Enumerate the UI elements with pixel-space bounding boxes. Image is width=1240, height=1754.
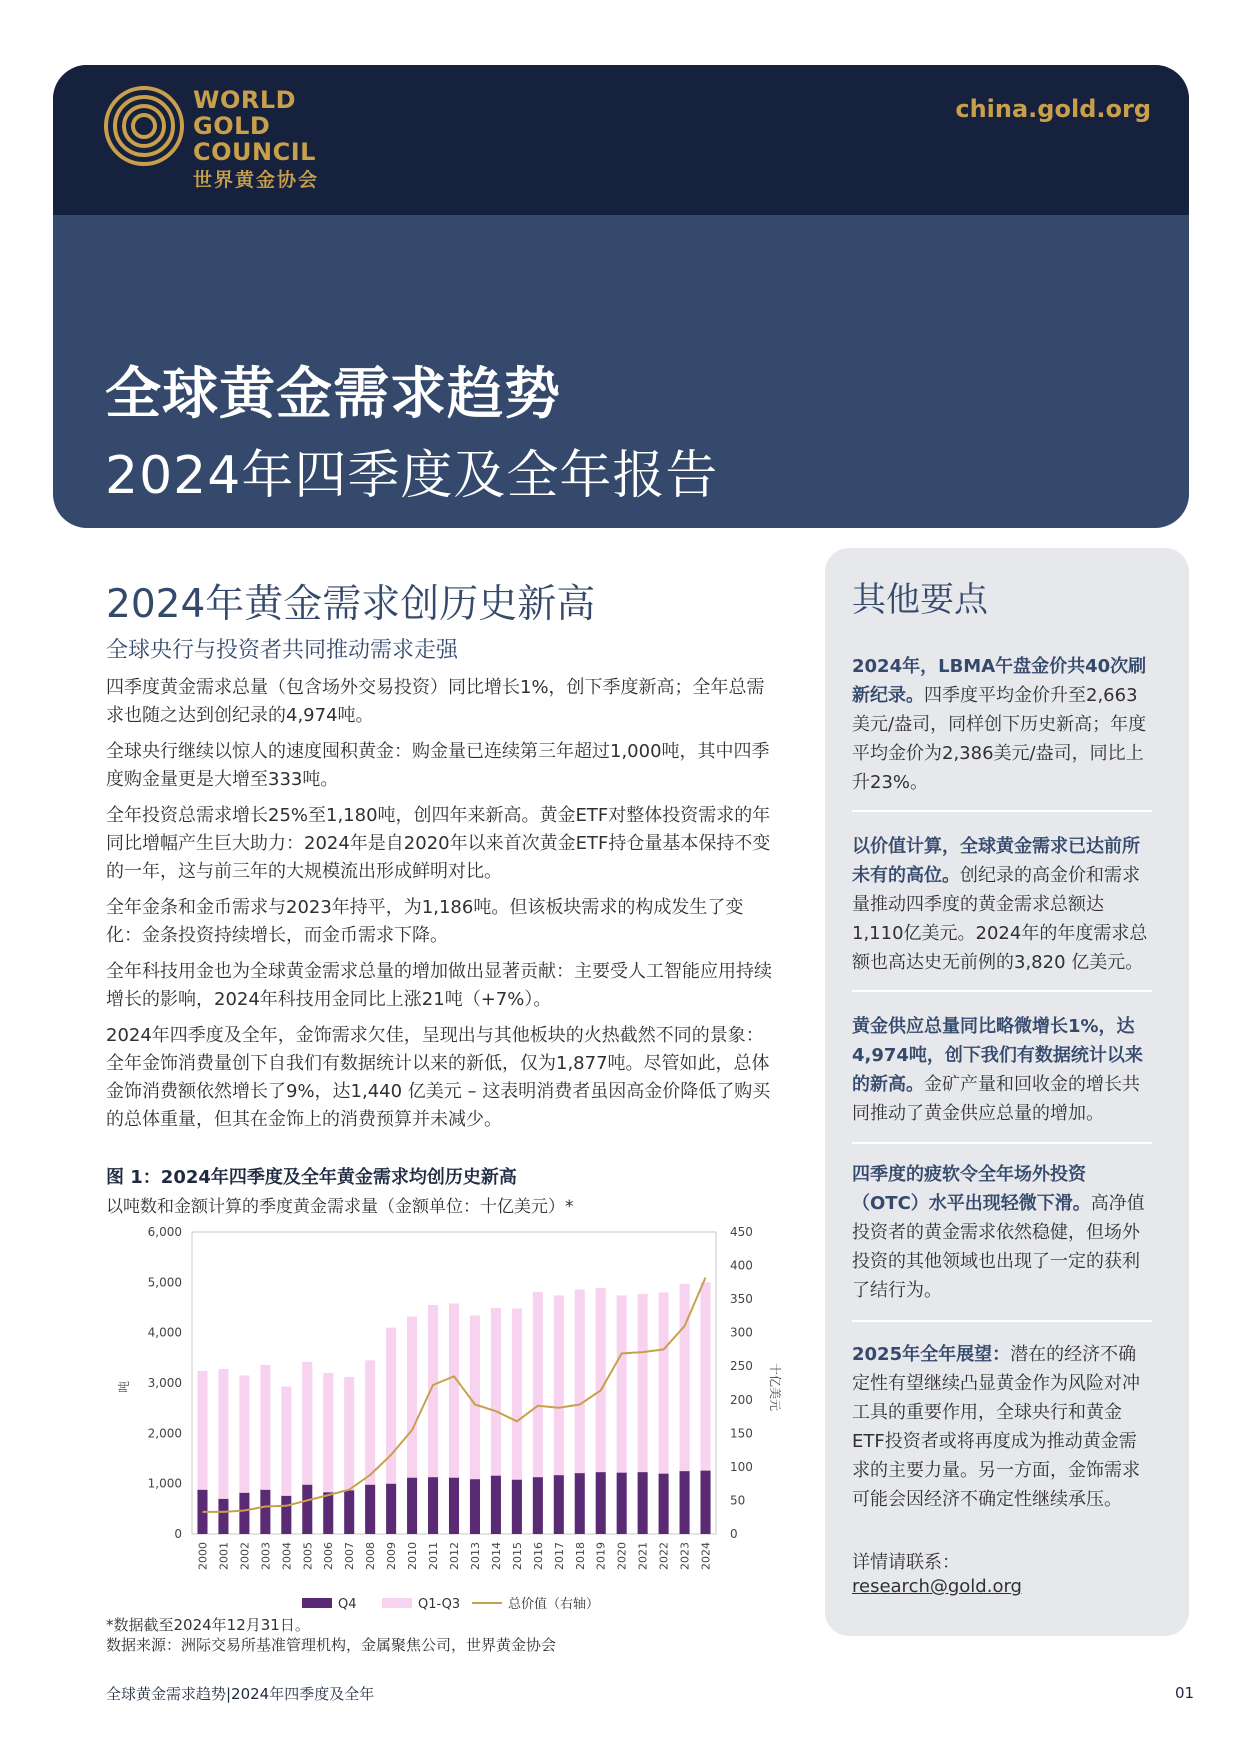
bar-q1q3-2008: [365, 1360, 375, 1484]
brand-bar: [53, 65, 1189, 215]
chart-legend: [302, 1596, 599, 1612]
bar-q1q3-2000: [197, 1371, 207, 1490]
brand-line-2: GOLD: [193, 112, 271, 140]
bar-q1q3-2010: [407, 1317, 417, 1478]
paragraph-6: 2024年四季度及全年，金饰需求欠佳，呈现出与其他板块的火热截然不同的景象：全年金饰消费量创下自我们有数据统计以来的新低，仅为1,877吨。尽管如此，总体金饰消费额依然增长了9%，达1,440 亿美元 – 这表明消费者虽因高金价降低了购买的总体重量，但其在金饰上的消费预算并未减少。: [106, 1025, 771, 1130]
bar-q4-2020: [617, 1473, 627, 1534]
bar-q1q3-2017: [554, 1295, 564, 1475]
x-tick-label: 2017: [552, 1542, 566, 1570]
x-tick-label: 2018: [573, 1542, 587, 1570]
x-tick-label: 2019: [594, 1542, 608, 1570]
bar-q4-2023: [680, 1471, 690, 1534]
x-tick-label: 2004: [280, 1542, 294, 1570]
sidebar-item-1-bold: 2024年，LBMA午盘金价共40次刷新纪录。: [852, 656, 1147, 706]
sidebar-item-2-bold: 以价值计算，全球黄金需求已达前所未有的高位。: [852, 836, 1140, 886]
legend-swatch-q4: [302, 1598, 332, 1608]
bar-q4-2022: [659, 1474, 669, 1534]
bar-q1q3-2007: [344, 1377, 354, 1490]
right-tick-label: 50: [730, 1493, 746, 1508]
bar-q4-2008: [365, 1485, 375, 1534]
page-number: 01: [1175, 1684, 1195, 1702]
x-tick-label: 2014: [489, 1542, 503, 1570]
left-tick-label: 0: [174, 1527, 182, 1541]
left-tick-label: 4,000: [147, 1325, 182, 1340]
paragraph-3: 全年投资总需求增长25%至1,180吨，创四年来新高。黄金ETF对整体投资需求的年同比增幅产生巨大助力：2024年是自2020年以来首次黄金ETF持仓量基本保持不变的一年，这与前三年的大规模流出形成鲜明对比。: [106, 805, 771, 882]
footer-title: 全球黄金需求趋势|2024年四季度及全年: [106, 1685, 375, 1703]
sidebar-heading: 其他要点: [852, 580, 988, 620]
bar-q4-2017: [554, 1475, 564, 1534]
right-tick-label: 400: [730, 1258, 753, 1273]
gold-demand-chart: [106, 1222, 786, 1612]
bar-q1q3-2005: [302, 1362, 312, 1485]
x-tick-label: 2024: [699, 1542, 713, 1570]
bar-q4-2018: [575, 1473, 585, 1534]
report-title: 全球黄金需求趋势: [105, 362, 561, 427]
site-link[interactable]: china.gold.org: [955, 95, 1151, 123]
bar-q4-2011: [428, 1477, 438, 1534]
bar-q4-2021: [638, 1472, 648, 1534]
sidebar-item-5-bold: 2025年全年展望：: [852, 1344, 1011, 1365]
bar-q4-2006: [323, 1492, 333, 1534]
brand-line-1: WORLD: [193, 86, 297, 114]
bar-q4-2015: [512, 1480, 522, 1534]
legend-swatch-q1q3: [382, 1598, 412, 1608]
bar-q1q3-2021: [638, 1294, 648, 1472]
bar-q1q3-2016: [533, 1292, 543, 1477]
x-tick-label: 2011: [427, 1542, 441, 1570]
bar-q4-2019: [596, 1472, 606, 1534]
right-tick-label: 250: [730, 1359, 753, 1374]
x-tick-label: 2001: [217, 1542, 231, 1570]
x-tick-label: 2007: [343, 1542, 357, 1570]
x-tick-label: 2000: [196, 1542, 210, 1570]
bar-q1q3-2019: [596, 1288, 606, 1472]
bar-q1q3-2004: [281, 1387, 291, 1496]
bar-q1q3-2013: [470, 1316, 480, 1480]
x-tick-label: 2006: [322, 1542, 336, 1570]
main-heading: 2024年黄金需求创历史新高: [106, 582, 596, 627]
bar-q4-2001: [218, 1499, 228, 1534]
bar-q1q3-2014: [491, 1308, 501, 1476]
bar-q1q3-2012: [449, 1303, 459, 1477]
sidebar-item-3-text: 金矿产量和回收金的增长共同推动了黄金供应总量的增加。: [852, 1074, 1140, 1124]
x-tick-label: 2012: [448, 1542, 461, 1570]
right-tick-label: 150: [730, 1426, 753, 1441]
x-tick-label: 2016: [531, 1542, 545, 1570]
x-tick-label: 2002: [238, 1542, 252, 1570]
sidebar-item-4-text: 高净值投资者的黄金需求依然稳健，但场外投资的其他领域也出现了一定的获利了结行为。: [852, 1193, 1145, 1301]
figure-note: *数据截至2024年12月31日。: [106, 1616, 310, 1634]
legend-label-q4: Q4: [338, 1597, 357, 1612]
left-tick-label: 1,000: [147, 1476, 182, 1491]
report-header: [53, 65, 1189, 528]
sidebar-divider: [852, 1142, 1152, 1144]
left-tick-label: 6,000: [147, 1225, 182, 1239]
sidebar-item-1: [852, 652, 1152, 797]
bar-q4-2007: [344, 1490, 354, 1534]
right-tick-label: 100: [730, 1459, 753, 1474]
sidebar-item-4: [852, 1160, 1152, 1305]
bar-q4-2014: [491, 1476, 501, 1534]
bar-q1q3-2001: [218, 1369, 228, 1499]
sidebar-item-2-text: 创纪录的高金价和需求量推动四季度的黄金需求总额达1,110亿美元。2024年的年度需求总额也高达史无前例的3,820 亿美元。: [852, 865, 1148, 973]
bar-q1q3-2003: [260, 1365, 270, 1490]
bar-q4-2024: [700, 1471, 710, 1534]
sidebar-item-3-bold: 黄金供应总量同比略微增长1%，达4,974吨，创下我们有数据统计以来的新高。: [852, 1016, 1143, 1095]
x-tick-label: 2021: [636, 1542, 650, 1570]
bar-q1q3-2002: [239, 1375, 249, 1492]
sidebar-item-1-text: 四季度平均金价升至2,663美元/盎司，同样创下历史新高；年度平均金价为2,386美元/盎司，同比上升23%。: [852, 685, 1147, 793]
x-tick-label: 2003: [259, 1542, 273, 1570]
main-subheading: 全球央行与投资者共同推动需求走强: [106, 638, 459, 663]
bar-q4-2004: [281, 1496, 291, 1534]
x-tick-label: 2009: [385, 1542, 399, 1570]
sidebar-divider: [852, 810, 1152, 812]
bar-q1q3-2006: [323, 1373, 333, 1492]
right-tick-label: 350: [730, 1292, 753, 1307]
paragraph-2: 全球央行继续以惊人的速度囤积黄金：购金量已连续第三年超过1,000吨，其中四季度购金量更是大增至333吨。: [106, 741, 770, 790]
x-tick-label: 2015: [510, 1542, 524, 1570]
legend-label-q1q3: Q1-Q3: [418, 1597, 461, 1612]
bar-q4-2013: [470, 1479, 480, 1534]
sidebar-item-5-text: 潜在的经济不确定性有望继续凸显黄金作为风险对冲工具的重要作用，全球央行和黄金ETF投资者或将再度成为推动黄金需求的主要力量。另一方面，金饰需求可能会因经济不确定性继续承压。: [852, 1344, 1140, 1510]
bar-q4-2012: [449, 1478, 459, 1534]
brand-name: [193, 87, 319, 192]
bar-q4-2010: [407, 1478, 417, 1534]
paragraph-5: 全年科技用金也为全球黄金需求总量的增加做出显著贡献：主要受人工智能应用持续增长的影响，2024年科技用金同比上涨21吨（+7%）。: [106, 961, 772, 1010]
brand-line-3: COUNCIL: [193, 138, 316, 166]
left-tick-label: 5,000: [147, 1275, 182, 1290]
bar-q4-2003: [260, 1490, 270, 1534]
bar-q1q3-2024: [700, 1282, 710, 1470]
bar-q1q3-2023: [680, 1284, 690, 1471]
x-tick-label: 2020: [615, 1542, 629, 1570]
sidebar-item-2: [852, 832, 1152, 977]
contact-email-link[interactable]: research@gold.org: [852, 1576, 1022, 1597]
world-gold-council-logo-icon: [103, 85, 185, 167]
right-axis-label: 十亿美元: [768, 1362, 782, 1412]
contact-label: 详情请联系：: [852, 1552, 960, 1573]
bar-q1q3-2009: [386, 1328, 396, 1484]
legend-label-value: 总价值（右轴）: [508, 1597, 600, 1612]
sidebar-item-4-bold: 四季度的疲软令全年场外投资（OTC）水平出现轻微下滑。: [852, 1164, 1091, 1214]
sidebar-item-3: [852, 1012, 1152, 1128]
x-tick-label: 2023: [678, 1542, 692, 1570]
left-tick-label: 2,000: [147, 1426, 182, 1441]
bar-q1q3-2022: [659, 1292, 669, 1473]
bar-q4-2009: [386, 1484, 396, 1534]
right-tick-label: 300: [730, 1325, 753, 1340]
right-tick-label: 450: [730, 1225, 753, 1239]
bar-q1q3-2015: [512, 1309, 522, 1480]
bar-q4-2016: [533, 1477, 543, 1534]
brand-name-cn: 世界黄金协会: [193, 169, 320, 191]
bar-q4-2002: [239, 1493, 249, 1534]
sidebar-divider: [852, 1320, 1152, 1322]
left-axis-label: 吨: [117, 1380, 131, 1394]
figure-subtitle: 以吨数和金额计算的季度黄金需求量（金额单位：十亿美元）*: [106, 1197, 574, 1217]
x-tick-label: 2022: [657, 1542, 671, 1570]
bar-q1q3-2018: [575, 1289, 585, 1473]
figure-title: 图 1：2024年四季度及全年黄金需求均创历史新高: [106, 1167, 517, 1188]
x-tick-label: 2010: [406, 1542, 420, 1570]
right-tick-label: 0: [730, 1527, 738, 1541]
bar-q1q3-2020: [617, 1295, 627, 1472]
bar-q4-2005: [302, 1485, 312, 1534]
sidebar-item-5: [852, 1340, 1152, 1514]
paragraph-4: 全年金条和金币需求与2023年持平，为1,186吨。但该板块需求的构成发生了变化：金条投资持续增长，而金币需求下降。: [106, 897, 744, 946]
right-tick-label: 200: [730, 1392, 753, 1407]
left-tick-label: 3,000: [147, 1376, 182, 1390]
figure-source: 数据来源：洲际交易所基准管理机构，金属聚焦公司，世界黄金协会: [106, 1636, 557, 1654]
x-tick-label: 2008: [364, 1542, 378, 1570]
sidebar-divider: [852, 990, 1152, 992]
x-tick-label: 2005: [301, 1542, 315, 1570]
report-subtitle: 2024年四季度及全年报告: [105, 446, 719, 506]
paragraph-1: 四季度黄金需求总量（包含场外交易投资）同比增长1%，创下季度新高；全年总需求也随之达到创纪录的4,974吨。: [106, 677, 765, 726]
x-tick-label: 2013: [468, 1542, 482, 1570]
